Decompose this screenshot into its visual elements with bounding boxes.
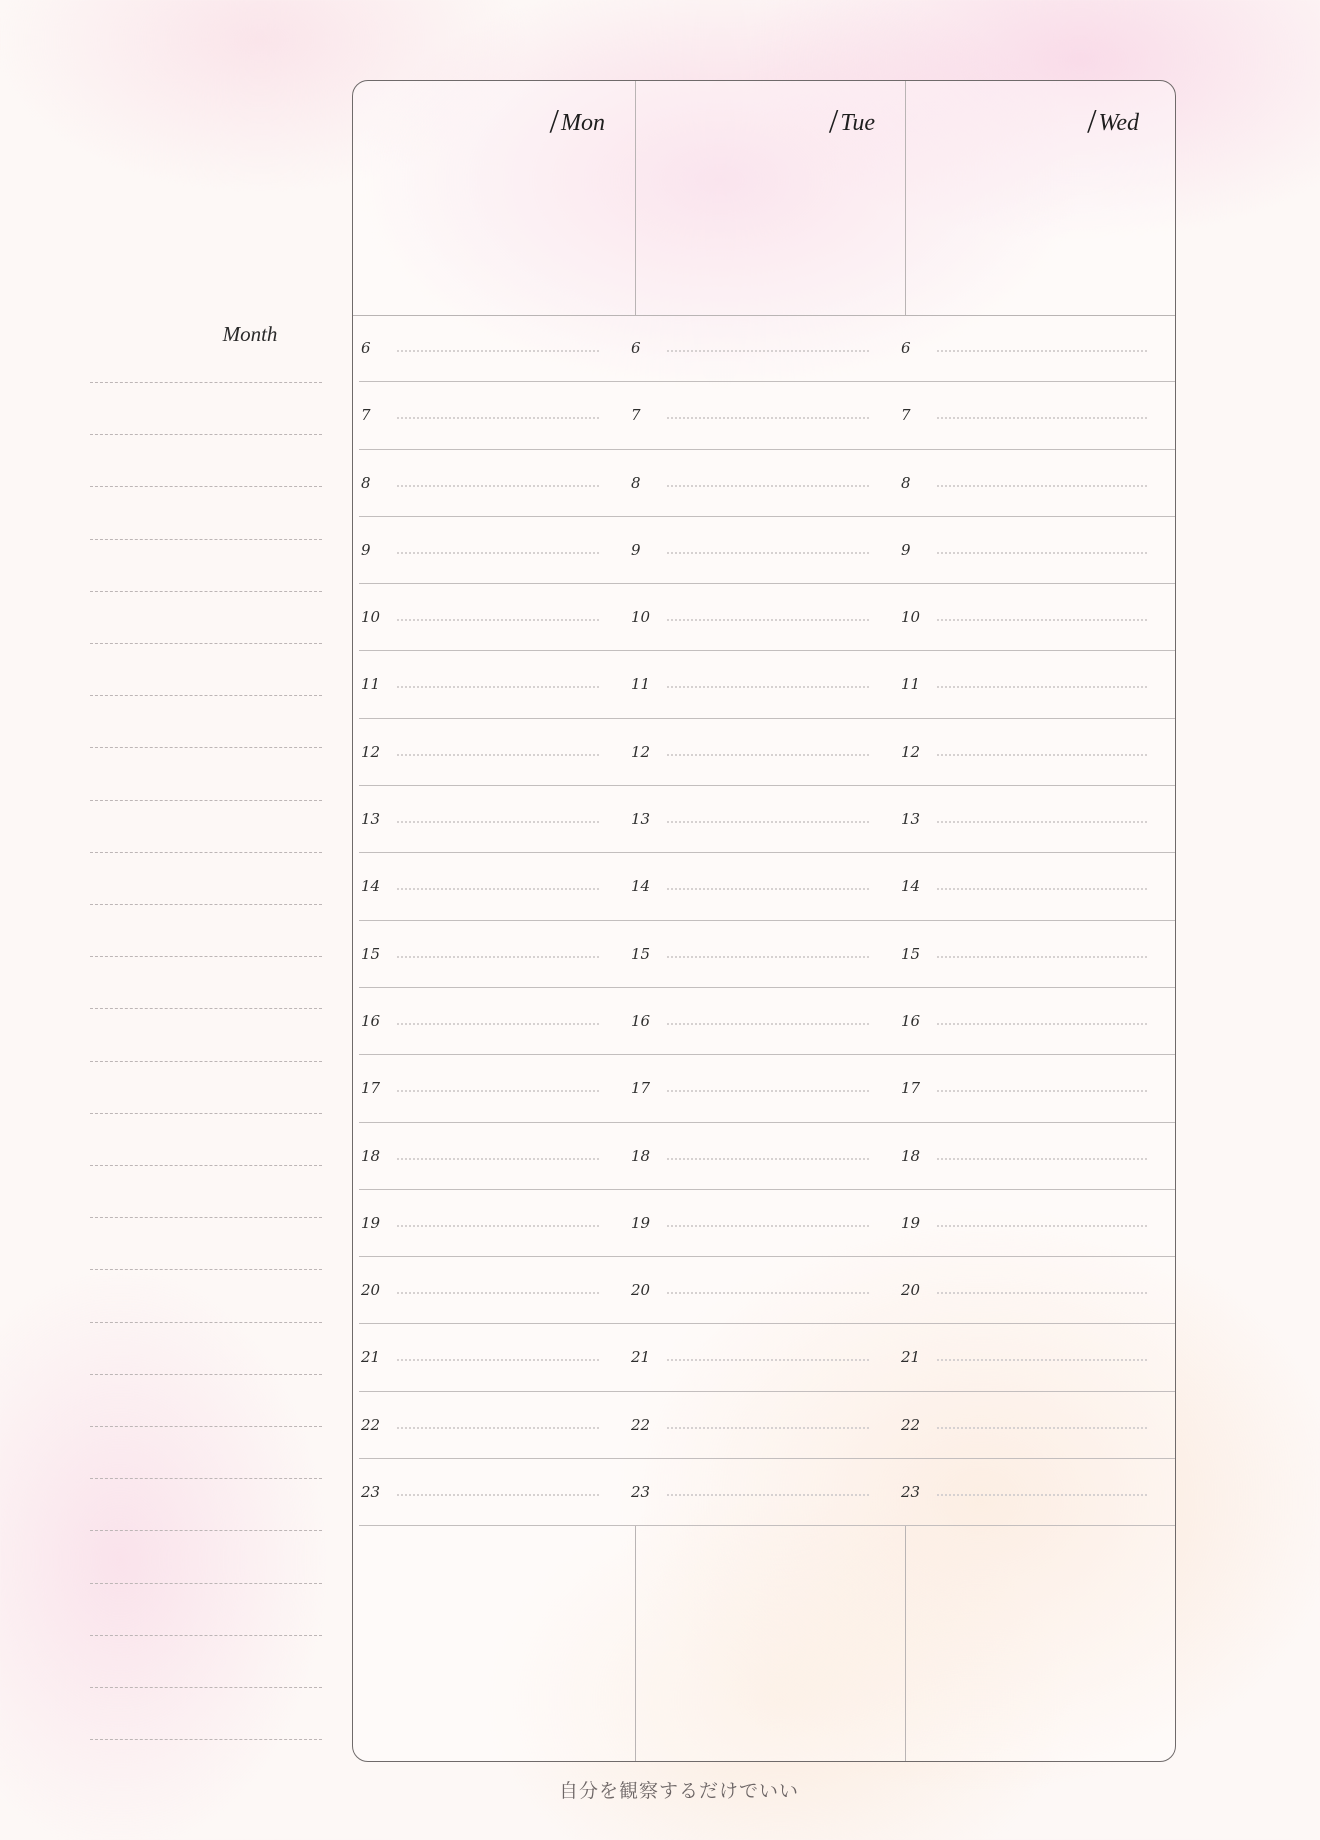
- hour-slot-tue[interactable]: [629, 651, 899, 717]
- hour-label: 12: [901, 742, 921, 761]
- hour-row: [359, 517, 1176, 584]
- dotted-guide: [397, 350, 599, 352]
- day-slash: /: [549, 103, 559, 140]
- hour-label: 9: [901, 540, 911, 559]
- hour-label: 9: [631, 540, 641, 559]
- hour-slot-wed[interactable]: [899, 1459, 1176, 1525]
- hour-row: [359, 786, 1176, 853]
- hour-label: 11: [631, 675, 651, 694]
- hour-slot-wed[interactable]: [899, 1257, 1176, 1323]
- hour-row: [359, 921, 1176, 988]
- hour-slot-wed[interactable]: [899, 921, 1176, 987]
- dotted-guide: [937, 1359, 1147, 1361]
- dotted-guide: [937, 417, 1147, 419]
- day-name-tue: Tue: [840, 110, 875, 136]
- hour-label: 15: [631, 944, 651, 963]
- dotted-guide: [397, 686, 599, 688]
- hour-row: [359, 1055, 1176, 1122]
- hour-label: 18: [901, 1146, 921, 1165]
- sidebar-note-line: [90, 1635, 322, 1636]
- hour-slot-mon[interactable]: [359, 1055, 629, 1121]
- hour-slot-wed[interactable]: [899, 719, 1176, 785]
- hour-label: 16: [901, 1011, 921, 1030]
- hour-slot-tue[interactable]: [629, 517, 899, 583]
- hour-label: 6: [901, 339, 911, 357]
- day-slash: /: [1087, 103, 1097, 140]
- hour-slot-tue[interactable]: [629, 921, 899, 987]
- hour-row: [359, 853, 1176, 920]
- sidebar-note-line: [90, 643, 322, 644]
- hour-slot-mon[interactable]: [359, 584, 629, 650]
- hour-slot-wed[interactable]: [899, 1324, 1176, 1390]
- dotted-guide: [397, 619, 599, 621]
- hour-label: 23: [631, 1483, 651, 1502]
- sidebar-note-line: [90, 852, 322, 853]
- day-slash: /: [828, 103, 839, 140]
- hour-label: 10: [631, 608, 651, 627]
- dotted-guide: [667, 1427, 869, 1429]
- dotted-guide: [667, 1225, 869, 1227]
- hour-label: 21: [901, 1348, 921, 1367]
- weekly-planner: [352, 80, 1176, 1762]
- sidebar-lined-notes[interactable]: [90, 0, 322, 1840]
- hour-slot-wed[interactable]: [899, 651, 1176, 717]
- dotted-guide: [667, 956, 869, 958]
- sidebar-note-line: [90, 1426, 322, 1427]
- sidebar-note-line: [90, 1478, 322, 1479]
- dotted-guide: [667, 417, 869, 419]
- hour-slot-tue[interactable]: [629, 382, 899, 448]
- hour-label: 13: [901, 810, 921, 829]
- dotted-guide: [937, 1225, 1147, 1227]
- hour-label: 21: [361, 1348, 381, 1367]
- hour-label: 18: [361, 1146, 381, 1165]
- dotted-guide: [937, 619, 1147, 621]
- hour-row: [359, 988, 1176, 1055]
- hour-slot-mon[interactable]: [359, 1324, 629, 1390]
- hour-slot-tue[interactable]: [629, 786, 899, 852]
- dotted-guide: [937, 350, 1147, 352]
- hour-row: [359, 1190, 1176, 1257]
- sidebar-note-line: [90, 1217, 322, 1218]
- dotted-guide: [937, 956, 1147, 958]
- hour-slot-wed[interactable]: [899, 853, 1176, 919]
- hour-slot-mon[interactable]: [359, 1190, 629, 1256]
- hour-slot-tue[interactable]: [629, 1459, 899, 1525]
- dotted-guide: [937, 1494, 1147, 1496]
- hour-slot-wed[interactable]: [899, 1055, 1176, 1121]
- hour-label: 19: [901, 1213, 921, 1232]
- dotted-guide: [397, 1090, 599, 1092]
- hour-slot-tue[interactable]: [629, 1257, 899, 1323]
- day-name-mon: Mon: [561, 110, 605, 136]
- hour-label: 18: [631, 1146, 651, 1165]
- hour-label: 12: [631, 742, 651, 761]
- hour-slot-wed[interactable]: [899, 517, 1176, 583]
- dotted-guide: [397, 485, 599, 487]
- sidebar-note-line: [90, 486, 322, 487]
- hour-slot-tue[interactable]: [629, 853, 899, 919]
- hour-slot-mon[interactable]: [359, 988, 629, 1054]
- dotted-guide: [667, 754, 869, 756]
- day-name-wed: Wed: [1098, 110, 1139, 136]
- sidebar-note-line: [90, 747, 322, 748]
- dotted-guide: [667, 552, 869, 554]
- hour-slot-tue[interactable]: [629, 450, 899, 516]
- column-divider: [635, 81, 636, 315]
- hour-label: 10: [901, 608, 921, 627]
- dotted-guide: [397, 1427, 599, 1429]
- hour-label: 13: [361, 810, 381, 829]
- hour-label: 16: [361, 1011, 381, 1030]
- dotted-guide: [397, 1292, 599, 1294]
- sidebar-note-line: [90, 1008, 322, 1009]
- dotted-guide: [397, 417, 599, 419]
- hour-row: [359, 651, 1176, 718]
- hour-label: 10: [361, 608, 381, 627]
- hour-label: 15: [901, 944, 921, 963]
- dotted-guide: [667, 1292, 869, 1294]
- sidebar-note-line: [90, 695, 322, 696]
- dotted-guide: [397, 754, 599, 756]
- hour-slot-mon[interactable]: [359, 786, 629, 852]
- hour-label: 8: [631, 473, 641, 492]
- sidebar-note-line: [90, 1583, 322, 1584]
- sidebar-note-line: [90, 1165, 322, 1166]
- hour-label: 13: [631, 810, 651, 829]
- hour-label: 11: [901, 675, 921, 694]
- hour-slot-tue[interactable]: [629, 1190, 899, 1256]
- hour-row: [359, 719, 1176, 786]
- hour-label: 19: [631, 1213, 651, 1232]
- hour-slot-wed[interactable]: [899, 584, 1176, 650]
- sidebar-note-line: [90, 434, 322, 435]
- day-header-mon: [550, 101, 605, 139]
- dotted-guide: [667, 1023, 869, 1025]
- dotted-guide: [667, 686, 869, 688]
- hour-slot-wed[interactable]: [899, 315, 1176, 381]
- dotted-guide: [937, 754, 1147, 756]
- footer-note: 自分を観察するだけでいい: [558, 1780, 799, 1802]
- hour-slot-wed[interactable]: [899, 988, 1176, 1054]
- notes-area-mon[interactable]: [353, 1526, 635, 1762]
- hour-row: [359, 1392, 1176, 1459]
- hour-label: 23: [901, 1483, 921, 1502]
- dotted-guide: [937, 1292, 1147, 1294]
- hour-label: 7: [631, 406, 641, 425]
- hourly-schedule: [359, 315, 1176, 1526]
- dotted-guide: [937, 1023, 1147, 1025]
- month-label: Month: [222, 322, 278, 346]
- hour-label: 11: [361, 675, 381, 694]
- dotted-guide: [937, 888, 1147, 890]
- hour-label: 6: [361, 339, 371, 357]
- hour-label: 7: [901, 406, 911, 425]
- dotted-guide: [397, 1158, 599, 1160]
- planner-header: [353, 81, 1175, 316]
- hour-slot-tue[interactable]: [629, 315, 899, 381]
- sidebar-note-line: [90, 1739, 322, 1740]
- hour-slot-mon[interactable]: [359, 517, 629, 583]
- dotted-guide: [667, 619, 869, 621]
- dotted-guide: [397, 1494, 599, 1496]
- dotted-guide: [667, 350, 869, 352]
- hour-label: 8: [361, 473, 371, 492]
- hour-row: [359, 1459, 1176, 1526]
- hour-label: 16: [631, 1011, 651, 1030]
- sidebar-note-line: [90, 1687, 322, 1688]
- hour-slot-mon[interactable]: [359, 651, 629, 717]
- sidebar-note-line: [90, 1530, 322, 1531]
- dotted-guide: [397, 552, 599, 554]
- hour-label: 12: [361, 742, 381, 761]
- notes-area-wed[interactable]: [906, 1526, 1176, 1762]
- hour-label: 14: [631, 877, 651, 896]
- hour-slot-tue[interactable]: [629, 584, 899, 650]
- hour-label: 6: [631, 339, 641, 357]
- hour-slot-tue[interactable]: [629, 1055, 899, 1121]
- hour-row: [359, 382, 1176, 449]
- hour-slot-mon[interactable]: [359, 382, 629, 448]
- hour-slot-tue[interactable]: [629, 719, 899, 785]
- hour-label: 9: [361, 540, 371, 559]
- dotted-guide: [667, 821, 869, 823]
- hour-slot-wed[interactable]: [899, 382, 1176, 448]
- hour-label: 22: [901, 1415, 921, 1434]
- hour-row: [359, 450, 1176, 517]
- hour-label: 19: [361, 1213, 381, 1232]
- dotted-guide: [667, 1359, 869, 1361]
- day-header-wed: [1087, 101, 1139, 139]
- hour-slot-mon[interactable]: [359, 1123, 629, 1189]
- dotted-guide: [937, 1090, 1147, 1092]
- hour-slot-mon[interactable]: [359, 853, 629, 919]
- hour-slot-mon[interactable]: [359, 1392, 629, 1458]
- hour-slot-wed[interactable]: [899, 450, 1176, 516]
- dotted-guide: [937, 686, 1147, 688]
- hour-row: [359, 584, 1176, 651]
- hour-slot-tue[interactable]: [629, 1123, 899, 1189]
- day-header-tue: [829, 101, 875, 139]
- hour-label: 14: [901, 877, 921, 896]
- sidebar-note-line: [90, 591, 322, 592]
- dotted-guide: [397, 956, 599, 958]
- hour-slot-mon[interactable]: [359, 1257, 629, 1323]
- hour-slot-wed[interactable]: [899, 1190, 1176, 1256]
- hour-row: [359, 1324, 1176, 1391]
- dotted-guide: [667, 1158, 869, 1160]
- dotted-guide: [937, 821, 1147, 823]
- dotted-guide: [937, 1427, 1147, 1429]
- dotted-guide: [397, 1023, 599, 1025]
- dotted-guide: [397, 888, 599, 890]
- hour-label: 15: [361, 944, 381, 963]
- hour-label: 17: [631, 1079, 651, 1098]
- hour-slot-mon[interactable]: [359, 1459, 629, 1525]
- hour-slot-wed[interactable]: [899, 1392, 1176, 1458]
- dotted-guide: [937, 485, 1147, 487]
- hour-slot-mon[interactable]: [359, 450, 629, 516]
- sidebar-note-line: [90, 956, 322, 957]
- hour-label: 8: [901, 473, 911, 492]
- hour-label: 22: [361, 1415, 381, 1434]
- hour-label: 14: [361, 877, 381, 896]
- hour-label: 22: [631, 1415, 651, 1434]
- hour-row: [359, 1257, 1176, 1324]
- hour-slot-wed[interactable]: [899, 1123, 1176, 1189]
- dotted-guide: [397, 1359, 599, 1361]
- dotted-guide: [397, 1225, 599, 1227]
- sidebar-note-line: [90, 904, 322, 905]
- hour-label: 20: [361, 1281, 381, 1300]
- hour-row: [359, 1123, 1176, 1190]
- dotted-guide: [937, 552, 1147, 554]
- dotted-guide: [667, 485, 869, 487]
- dotted-guide: [667, 1494, 869, 1496]
- hour-label: 20: [631, 1281, 651, 1300]
- hour-label: 17: [361, 1079, 381, 1098]
- hour-label: 20: [901, 1281, 921, 1300]
- dotted-guide: [397, 821, 599, 823]
- sidebar-note-line: [90, 1113, 322, 1114]
- hour-label: 17: [901, 1079, 921, 1098]
- column-divider: [905, 81, 906, 315]
- hour-slot-mon[interactable]: [359, 719, 629, 785]
- sidebar-note-line: [90, 1061, 322, 1062]
- hour-slot-tue[interactable]: [629, 1324, 899, 1390]
- hour-label: 7: [361, 406, 371, 425]
- sidebar-note-line: [90, 1374, 322, 1375]
- notes-area-tue[interactable]: [636, 1526, 905, 1762]
- dotted-guide: [937, 1158, 1147, 1160]
- hour-label: 23: [361, 1483, 381, 1502]
- dotted-guide: [667, 1090, 869, 1092]
- hour-slot-tue[interactable]: [629, 988, 899, 1054]
- hour-slot-mon[interactable]: [359, 315, 629, 381]
- hour-slot-wed[interactable]: [899, 786, 1176, 852]
- hour-slot-tue[interactable]: [629, 1392, 899, 1458]
- hour-slot-mon[interactable]: [359, 921, 629, 987]
- hour-row: [359, 315, 1176, 382]
- sidebar-note-line: [90, 1322, 322, 1323]
- sidebar-note-line: [90, 539, 322, 540]
- sidebar-note-line: [90, 1269, 322, 1270]
- dotted-guide: [667, 888, 869, 890]
- sidebar-note-line: [90, 382, 322, 383]
- sidebar-note-line: [90, 800, 322, 801]
- hour-label: 21: [631, 1348, 651, 1367]
